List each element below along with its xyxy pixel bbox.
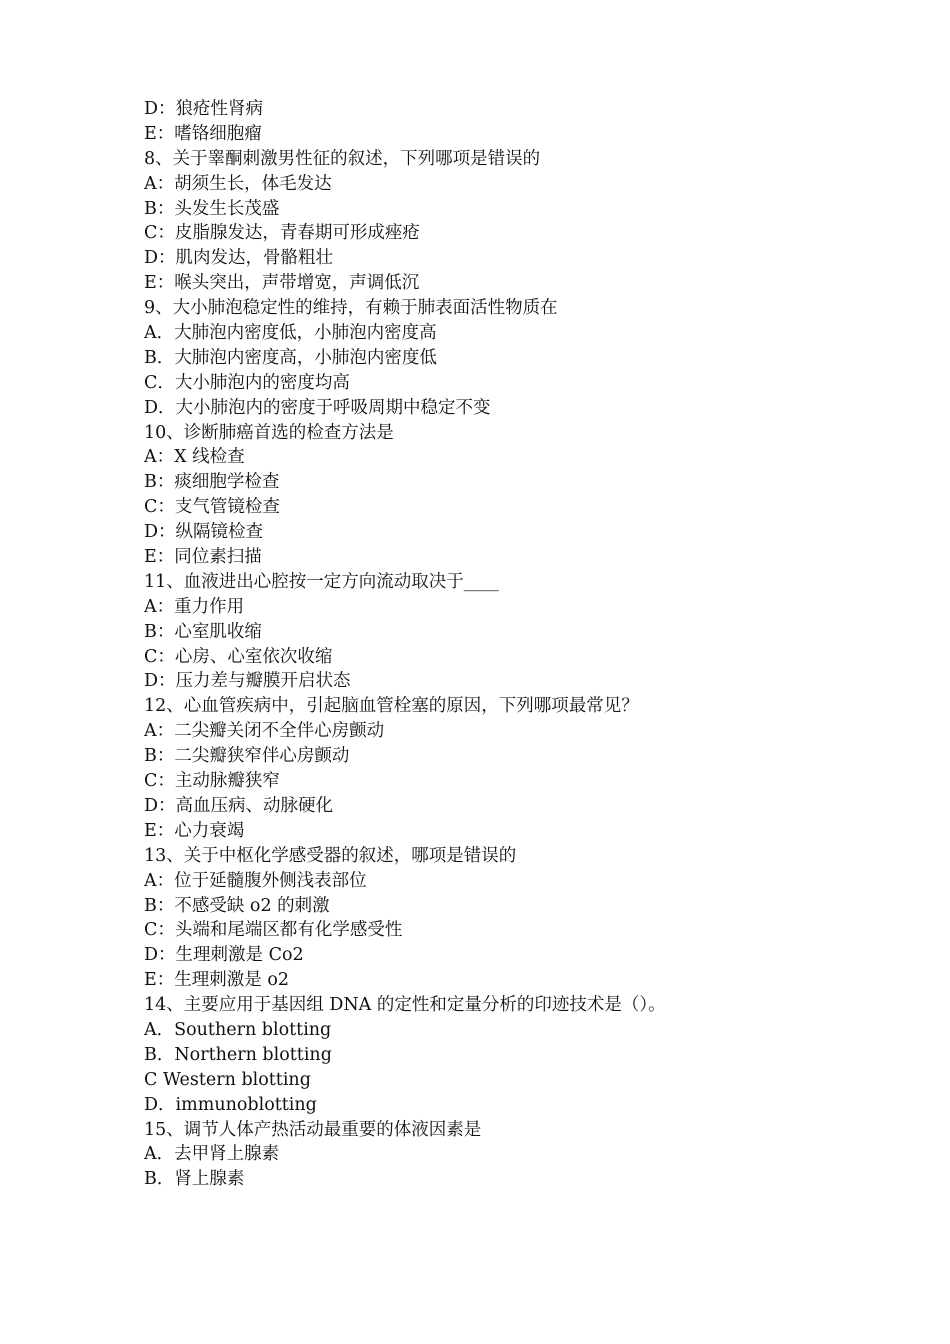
q8-option-b: B：头发生长茂盛 bbox=[144, 198, 280, 219]
q13-option-d: D：生理刺激是 Co2 bbox=[144, 945, 304, 966]
question-9-stem: 9、大小肺泡稳定性的维持，有赖于肺表面活性物质在 bbox=[144, 298, 558, 319]
q9-option-c: C．大小肺泡内的密度均高 bbox=[144, 372, 350, 393]
q14-option-a: A．Southern blotting bbox=[144, 1019, 332, 1040]
q10-option-c: C：支气管镜检查 bbox=[144, 497, 280, 518]
q12-option-a: A：二尖瓣关闭不全伴心房颤动 bbox=[144, 721, 385, 742]
q10-option-a: A：X 线检查 bbox=[144, 447, 245, 468]
q15-option-a: A．去甲肾上腺素 bbox=[144, 1144, 280, 1165]
q13-option-c: C：头端和尾端区都有化学感受性 bbox=[144, 920, 403, 941]
question-12-stem: 12、心血管疾病中，引起脑血管栓塞的原因，下列哪项最常见？ bbox=[144, 696, 639, 717]
question-13-stem: 13、关于中枢化学感受器的叙述，哪项是错误的 bbox=[144, 845, 517, 866]
q13-option-a: A：位于延髓腹外侧浅表部位 bbox=[144, 870, 367, 891]
question-text-body bbox=[144, 97, 864, 1192]
question-11-stem: 11、血液进出心腔按一定方向流动取决于____ bbox=[144, 571, 499, 592]
q12-option-b: B：二尖瓣狭窄伴心房颤动 bbox=[144, 746, 350, 767]
q14-option-d: D．immunoblotting bbox=[144, 1094, 317, 1115]
q10-option-e: E：同位素扫描 bbox=[144, 547, 262, 568]
q11-option-c: C：心房、心室依次收缩 bbox=[144, 646, 333, 667]
q8-option-e: E：喉头突出，声带增宽，声调低沉 bbox=[144, 273, 420, 294]
q8-option-d: D：肌肉发达，骨骼粗壮 bbox=[144, 248, 334, 269]
q10-option-d: D：纵隔镜检查 bbox=[144, 522, 264, 543]
question-14-stem: 14、主要应用于基因组 DNA 的定性和定量分析的印迹技术是（）。 bbox=[144, 995, 666, 1016]
question-10-stem: 10、诊断肺癌首选的检查方法是 bbox=[144, 422, 394, 443]
option-d-line: D：狼疮性肾病 bbox=[144, 99, 264, 119]
q14-option-b: B．Northern blotting bbox=[144, 1044, 332, 1065]
q9-option-a: A．大肺泡内密度低，小肺泡内密度高 bbox=[144, 323, 437, 344]
q12-option-d: D：高血压病、动脉硬化 bbox=[144, 795, 334, 816]
q8-option-a: A：胡须生长，体毛发达 bbox=[144, 173, 332, 194]
q13-option-e: E：生理刺激是 o2 bbox=[144, 970, 290, 991]
q10-option-b: B：痰细胞学检查 bbox=[144, 472, 280, 493]
q13-option-b: B：不感受缺 o2 的刺激 bbox=[144, 895, 330, 916]
q11-option-a: A：重力作用 bbox=[144, 596, 245, 617]
q15-option-b: B．肾上腺素 bbox=[144, 1169, 245, 1190]
question-15-stem: 15、调节人体产热活动最重要的体液因素是 bbox=[144, 1119, 482, 1140]
question-8-stem: 8、关于睾酮刺激男性征的叙述，下列哪项是错误的 bbox=[144, 148, 541, 169]
q11-option-b: B：心室肌收缩 bbox=[144, 621, 262, 642]
q14-option-c: C Western blotting bbox=[144, 1069, 311, 1090]
q12-option-c: C：主动脉瓣狭窄 bbox=[144, 771, 280, 792]
q8-option-c: C：皮脂腺发达，青春期可形成痤疮 bbox=[144, 223, 420, 244]
q12-option-e: E：心力衰竭 bbox=[144, 820, 245, 841]
option-e-line: E：嗜铬细胞瘤 bbox=[144, 123, 262, 144]
q9-option-b: B．大肺泡内密度高，小肺泡内密度低 bbox=[144, 347, 437, 368]
q11-option-d: D：压力差与瓣膜开启状态 bbox=[144, 671, 351, 692]
q9-option-d: D．大小肺泡内的密度于呼吸周期中稳定不变 bbox=[144, 397, 491, 418]
